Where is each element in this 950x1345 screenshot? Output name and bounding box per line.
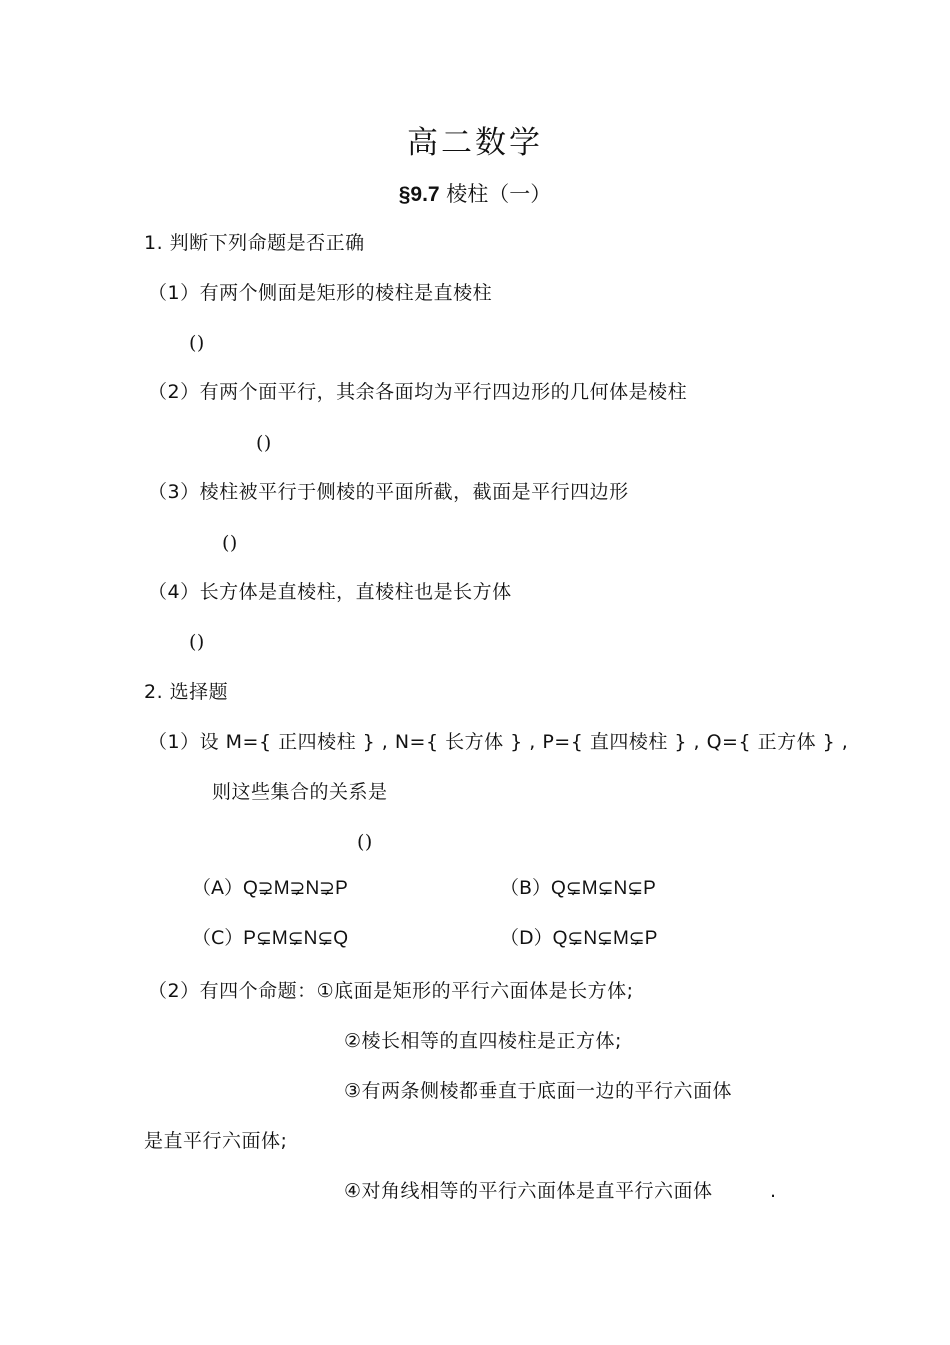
q2-sub1-blank: () <box>357 831 373 853</box>
q1-item-4-blank: () <box>189 631 205 653</box>
q1-item-4: （4）长方体是直棱柱，直棱柱也是长方体 <box>148 581 512 603</box>
option-b-expr: Q⊊M⊊N⊊P <box>551 878 656 899</box>
q2-sub1-line2: 则这些集合的关系是 <box>212 781 388 803</box>
q1-item-3-blank: () <box>222 532 238 554</box>
option-c-label: （C） <box>192 927 244 949</box>
section-number: §9.7 <box>398 183 440 206</box>
q2-heading: 2. 选择题 <box>144 681 229 703</box>
q1-item-3: （3）棱柱被平行于侧棱的平面所截，截面是平行四边形 <box>148 481 629 503</box>
option-d-expr: Q⊊N⊊M⊊P <box>552 928 658 949</box>
option-a-label: （A） <box>192 877 243 899</box>
q1-item-2-blank: () <box>256 432 272 454</box>
section-topic: 棱柱（一） <box>446 182 552 206</box>
section-subtitle <box>0 180 950 209</box>
q1-heading: 1. 判断下列命题是否正确 <box>144 232 365 254</box>
q1-item-1: （1）有两个侧面是矩形的棱柱是直棱柱 <box>148 282 493 304</box>
option-c-expr: P⊊M⊊N⊊Q <box>243 928 349 949</box>
option-d-label: （D） <box>500 927 553 949</box>
q2-sub1-line1: （1）设 M={ 正四棱柱 } , N={ 长方体 } , P={ 直四棱柱 } , Q={ 正方体 } , <box>148 731 849 753</box>
option-a <box>192 875 348 902</box>
q2-sub2-proposition-4-end: . <box>770 1180 777 1202</box>
q2-sub2-proposition-2: ②棱长相等的直四棱柱是正方体; <box>344 1030 622 1052</box>
option-a-expr: Q⊋M⊋N⊋P <box>243 878 348 899</box>
option-c <box>192 925 348 952</box>
option-d <box>500 925 657 952</box>
q1-item-2: （2）有两个面平行，其余各面均为平行四边形的几何体是棱柱 <box>148 381 688 403</box>
q2-sub2-proposition-3: ③有两条侧棱都垂直于底面一边的平行六面体 <box>344 1080 733 1102</box>
q2-sub2-proposition-3-cont: 是直平行六面体; <box>144 1130 288 1152</box>
q1-item-1-blank: () <box>189 332 205 354</box>
option-b-label: （B） <box>500 877 552 899</box>
q2-sub2-intro: （2）有四个命题：①底面是矩形的平行六面体是长方体; <box>148 980 634 1002</box>
option-b <box>500 875 656 902</box>
q2-sub2-proposition-4: ④对角线相等的平行六面体是直平行六面体 <box>344 1180 713 1202</box>
page-title: 高二数学 <box>407 125 543 161</box>
